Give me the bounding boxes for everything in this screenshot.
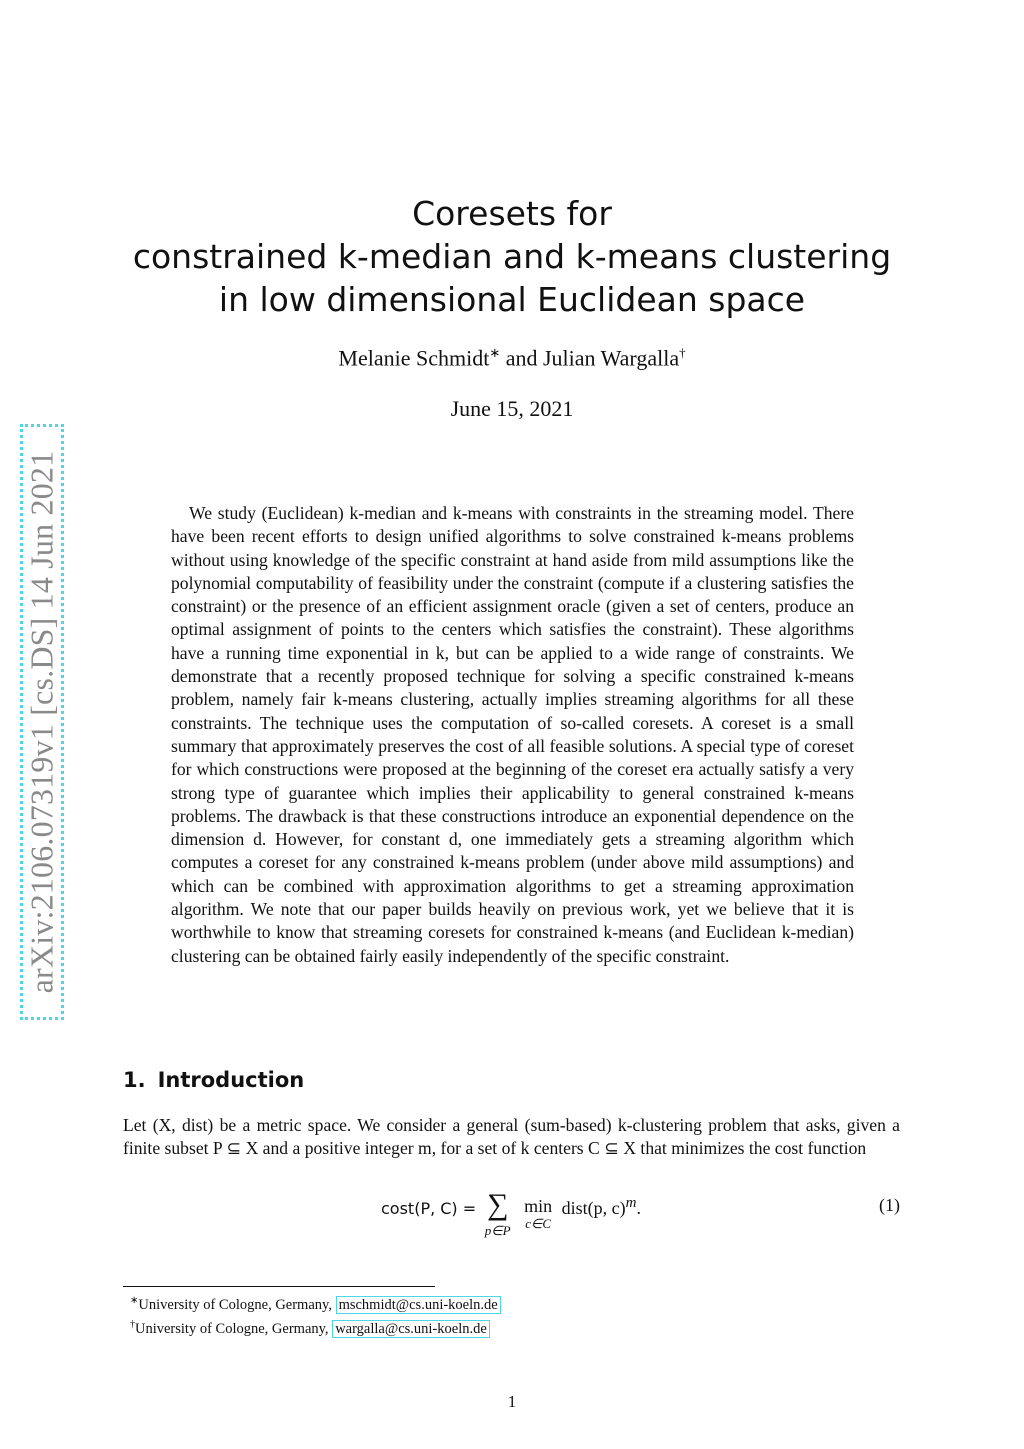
authors <box>110 345 914 371</box>
equation-body <box>381 1188 641 1243</box>
footnote-1-email-link[interactable]: mschmidt@cs.uni-koeln.de <box>336 1296 501 1314</box>
section-number: 1. <box>123 1068 146 1092</box>
footnote-2-mark: † <box>130 1318 135 1330</box>
author-2-mark: † <box>679 345 686 360</box>
footnote-1-text: University of Cologne, Germany, <box>138 1296 336 1313</box>
title-line-1: Coresets for <box>412 194 612 233</box>
min-index: c∈C <box>525 1216 552 1231</box>
footnote-1-mark: ∗ <box>130 1295 139 1306</box>
equation-end: . <box>636 1198 641 1218</box>
page-number: 1 <box>507 1392 517 1411</box>
title-line-3: in low dimensional Euclidean space <box>218 280 806 319</box>
equation-exponent: m <box>625 1195 637 1211</box>
author-1: Melanie Schmidt <box>338 345 490 371</box>
equation-rhs: dist(p, c) <box>561 1198 626 1218</box>
equation-min <box>519 1195 557 1231</box>
arxiv-stamp-text: arXiv:2106.07319v1 [cs.DS] 14 Jun 2021 <box>23 450 60 994</box>
title-line-2: constrained k-median and k-means clustering <box>132 237 892 276</box>
sum-index: p∈P <box>484 1223 511 1238</box>
section-title: Introduction <box>157 1068 305 1092</box>
equation-1 <box>123 1188 900 1247</box>
footnote-2-text: University of Cologne, Germany, <box>135 1320 333 1337</box>
footnote-1 <box>130 1291 501 1315</box>
arxiv-stamp[interactable] <box>20 424 64 1020</box>
paper-date: June 15, 2021 <box>450 396 574 421</box>
footnotes <box>130 1291 501 1339</box>
min-word: min <box>524 1196 553 1216</box>
equation-lhs: cost(P, C) = <box>381 1199 477 1218</box>
section-heading <box>123 1068 304 1092</box>
abstract: We study (Euclidean) k-median and k-means with constraints in the streaming model. There have been recent efforts to design unified algorithms to solve constrained k-means problems without using knowledge of the specific constraint at hand aside from mild assumptions like the polynomial computability of feasibility under the constraint (compute if a clustering satisfies the constraint) or the presence of an efficient assignment oracle (given a set of centers, produce an optimal assignment of points to the centers which satisfies the constraint). These algorithms have a running time exponential in k, but can be applied to a wide range of constraints. We demonstrate that a recently proposed technique for solving a specific constrained k-means problem, namely fair k-means clustering, actually implies streaming algorithms for all these constraints. The technique uses the computation of so-called coresets. A coreset is a small summary that approximately preserves the cost of all feasible solutions. A special type of coreset for which constructions were proposed at the beginning of the coreset era actually satisfy a very strong type of guarantee which implies their applicability to general constrained k-means problems. The drawback is that these constructions introduce an exponential dependence on the dimension d. However, for constant d, one immediately gets a streaming algorithm which computes a coreset for any constrained k-means problem (under above mild assumptions) and which can be combined with approximation algorithms to get a streaming approximation algorithm. We note that our paper builds heavily on previous work, yet we believe that it is worthwhile to know that streaming coresets for constrained k-means (and Euclidean k-median) clustering can be obtained fairly easily independently of the specific constraint. <box>171 503 854 966</box>
footnote-2-email-link[interactable]: wargalla@cs.uni-koeln.de <box>332 1320 490 1338</box>
footnote-2 <box>130 1315 501 1339</box>
equation-sum <box>481 1188 515 1243</box>
paper-title <box>110 192 914 321</box>
author-2: Julian Wargalla <box>542 345 680 371</box>
author-1-mark: ∗ <box>489 345 501 360</box>
author-conjunction: and <box>505 345 538 371</box>
intro-paragraph: Let (X, dist) be a metric space. We consider a general (sum-based) k-clustering problem that asks, given a finite subset P ⊆ X and a positive integer m, for a set of k centers C ⊆ X that minimizes the cost function <box>123 1115 900 1159</box>
equation-number: (1) <box>879 1195 900 1215</box>
sum-symbol: ∑ <box>486 1188 509 1221</box>
footnote-rule <box>123 1286 435 1287</box>
